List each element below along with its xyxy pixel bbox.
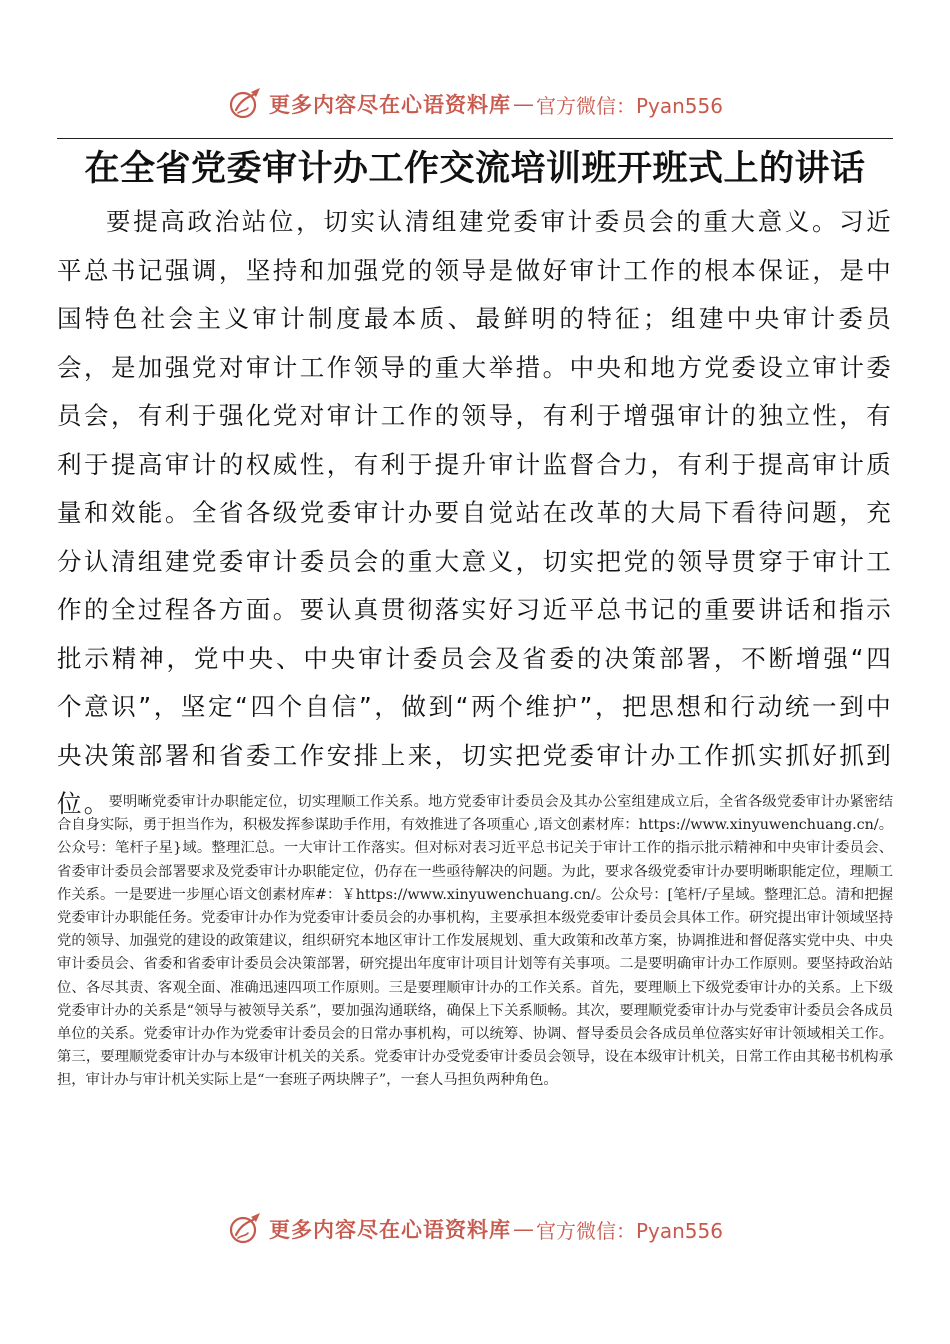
paragraph-2: 要明晰党委审计办职能定位，切实理顺工作关系。地方党委审计委员会及其办公室组建成立后，全省各级党委审计办紧密结合自身实际，勇于担当作为，积极发挥参谋助手作用，有效推进了各项重心 ,语文创素材库：https://www.xinyuwenchuang.cn/。公众号：笔杆子星}域。整理汇总。一大审计工作落实。但对标对表习近平总书记关于审计工作的指示批示精神和中央审计委员会、省委审计委员会部署要求及党委审计办职能定位，仍存在一些亟待解决的问题。为此，要求各级党委审计办要明晰职能定位，理顺工作关系。一是要进一步厘心语文创素材库#：￥https://www.xinyuwenchuang.cn/。公众号：[笔杆/子星域。整理汇总。清和把握党委审计办职能任务。党委审计办作为党委审计委员会的办事机构，主要承担本级党委审计委员会具体工作。研究提出审计领域坚持党的领导、加强党的建设的政策建议，组织研究本地区审计工作发展规划、重大政策和改革方案，协调推进和督促落实党中央、中央审计委员会、省委和省委审计委员会决策部署，研究提出年度审计项目计划等有关事项。二是要明确审计办工作原则。要坚持政治站位、各尽其责、客观全面、准确迅速四项工作原则。三是要理顺审计办的工作关系。首先，要理顺上下级党委审计办的关系。上下级党委审计办的关系是“领导与被领导关系”，要加强沟通联络，确保上下关系顺畅。其次，要理顺党委审计办与党委审计委员会各成员单位的关系。党委审计办作为党委审计委员会的日常办事机构，可以统筹、协调、督导委员会各成员单位落实好审计领域相关工作。第三，要理顺党委审计办与本级审计机关的关系。党委审计办受党委审计委员会领导，设在本级审计机关，日常工作由其秘书机构承担，审计办与审计机关实际上是“一套班子两块牌子”，一套人马担负两种角色。 xyxy=(57,794,893,1089)
banner-main-text: 更多内容尽在心语资料库 xyxy=(268,92,511,117)
footer-banner-main-text: 更多内容尽在心语资料库 xyxy=(268,1217,511,1242)
header-divider xyxy=(57,138,893,139)
footer-banner-separator: — xyxy=(512,1217,534,1241)
footer-banner-wechat-text: 官方微信：Pyan556 xyxy=(535,1218,723,1243)
paragraph-1: 要提高政治站位，切实认清组建党委审计委员会的重大意义。习近平总书记强调，坚持和加强党的领导是做好审计工作的根本保证，是中国特色社会主义审计制度最本质、最鲜明的特征；组建中央审计委员会，是加强党对审计工作领导的重大举措。中央和地方党委设立审计委员会，有利于强化党对审计工作的领导，有利于增强审计的独立性，有利于提高审计的权威性，有利于提升审计监督合力，有利于提高审计质量和效能。全省各级党委审计办要自觉站在改革的大局下看待问题，充分认清组建党委审计委员会的重大意义，切实把党的领导贯穿于审计工作的全过程各方面。要认真贯彻落实好习近平总书记的重要讲话和指示批示精神，党中央、中央审计委员会及省委的决策部署，不断增强“四个意识”，坚定“四个自信”，做到“两个维护”，把思想和行动统一到中央决策部署和省委工作安排上来，切实把党委审计办工作抓实抓好抓到位。 xyxy=(57,207,893,818)
pen-writing-icon xyxy=(227,86,263,122)
footer-banner xyxy=(0,1207,950,1251)
pen-writing-icon xyxy=(227,1211,263,1247)
banner-wechat-text: 官方微信：Pyan556 xyxy=(535,93,723,118)
header-banner xyxy=(0,82,950,126)
banner-separator: — xyxy=(512,92,534,116)
document-title: 在全省党委审计办工作交流培训班开班式上的讲话 xyxy=(84,148,866,189)
